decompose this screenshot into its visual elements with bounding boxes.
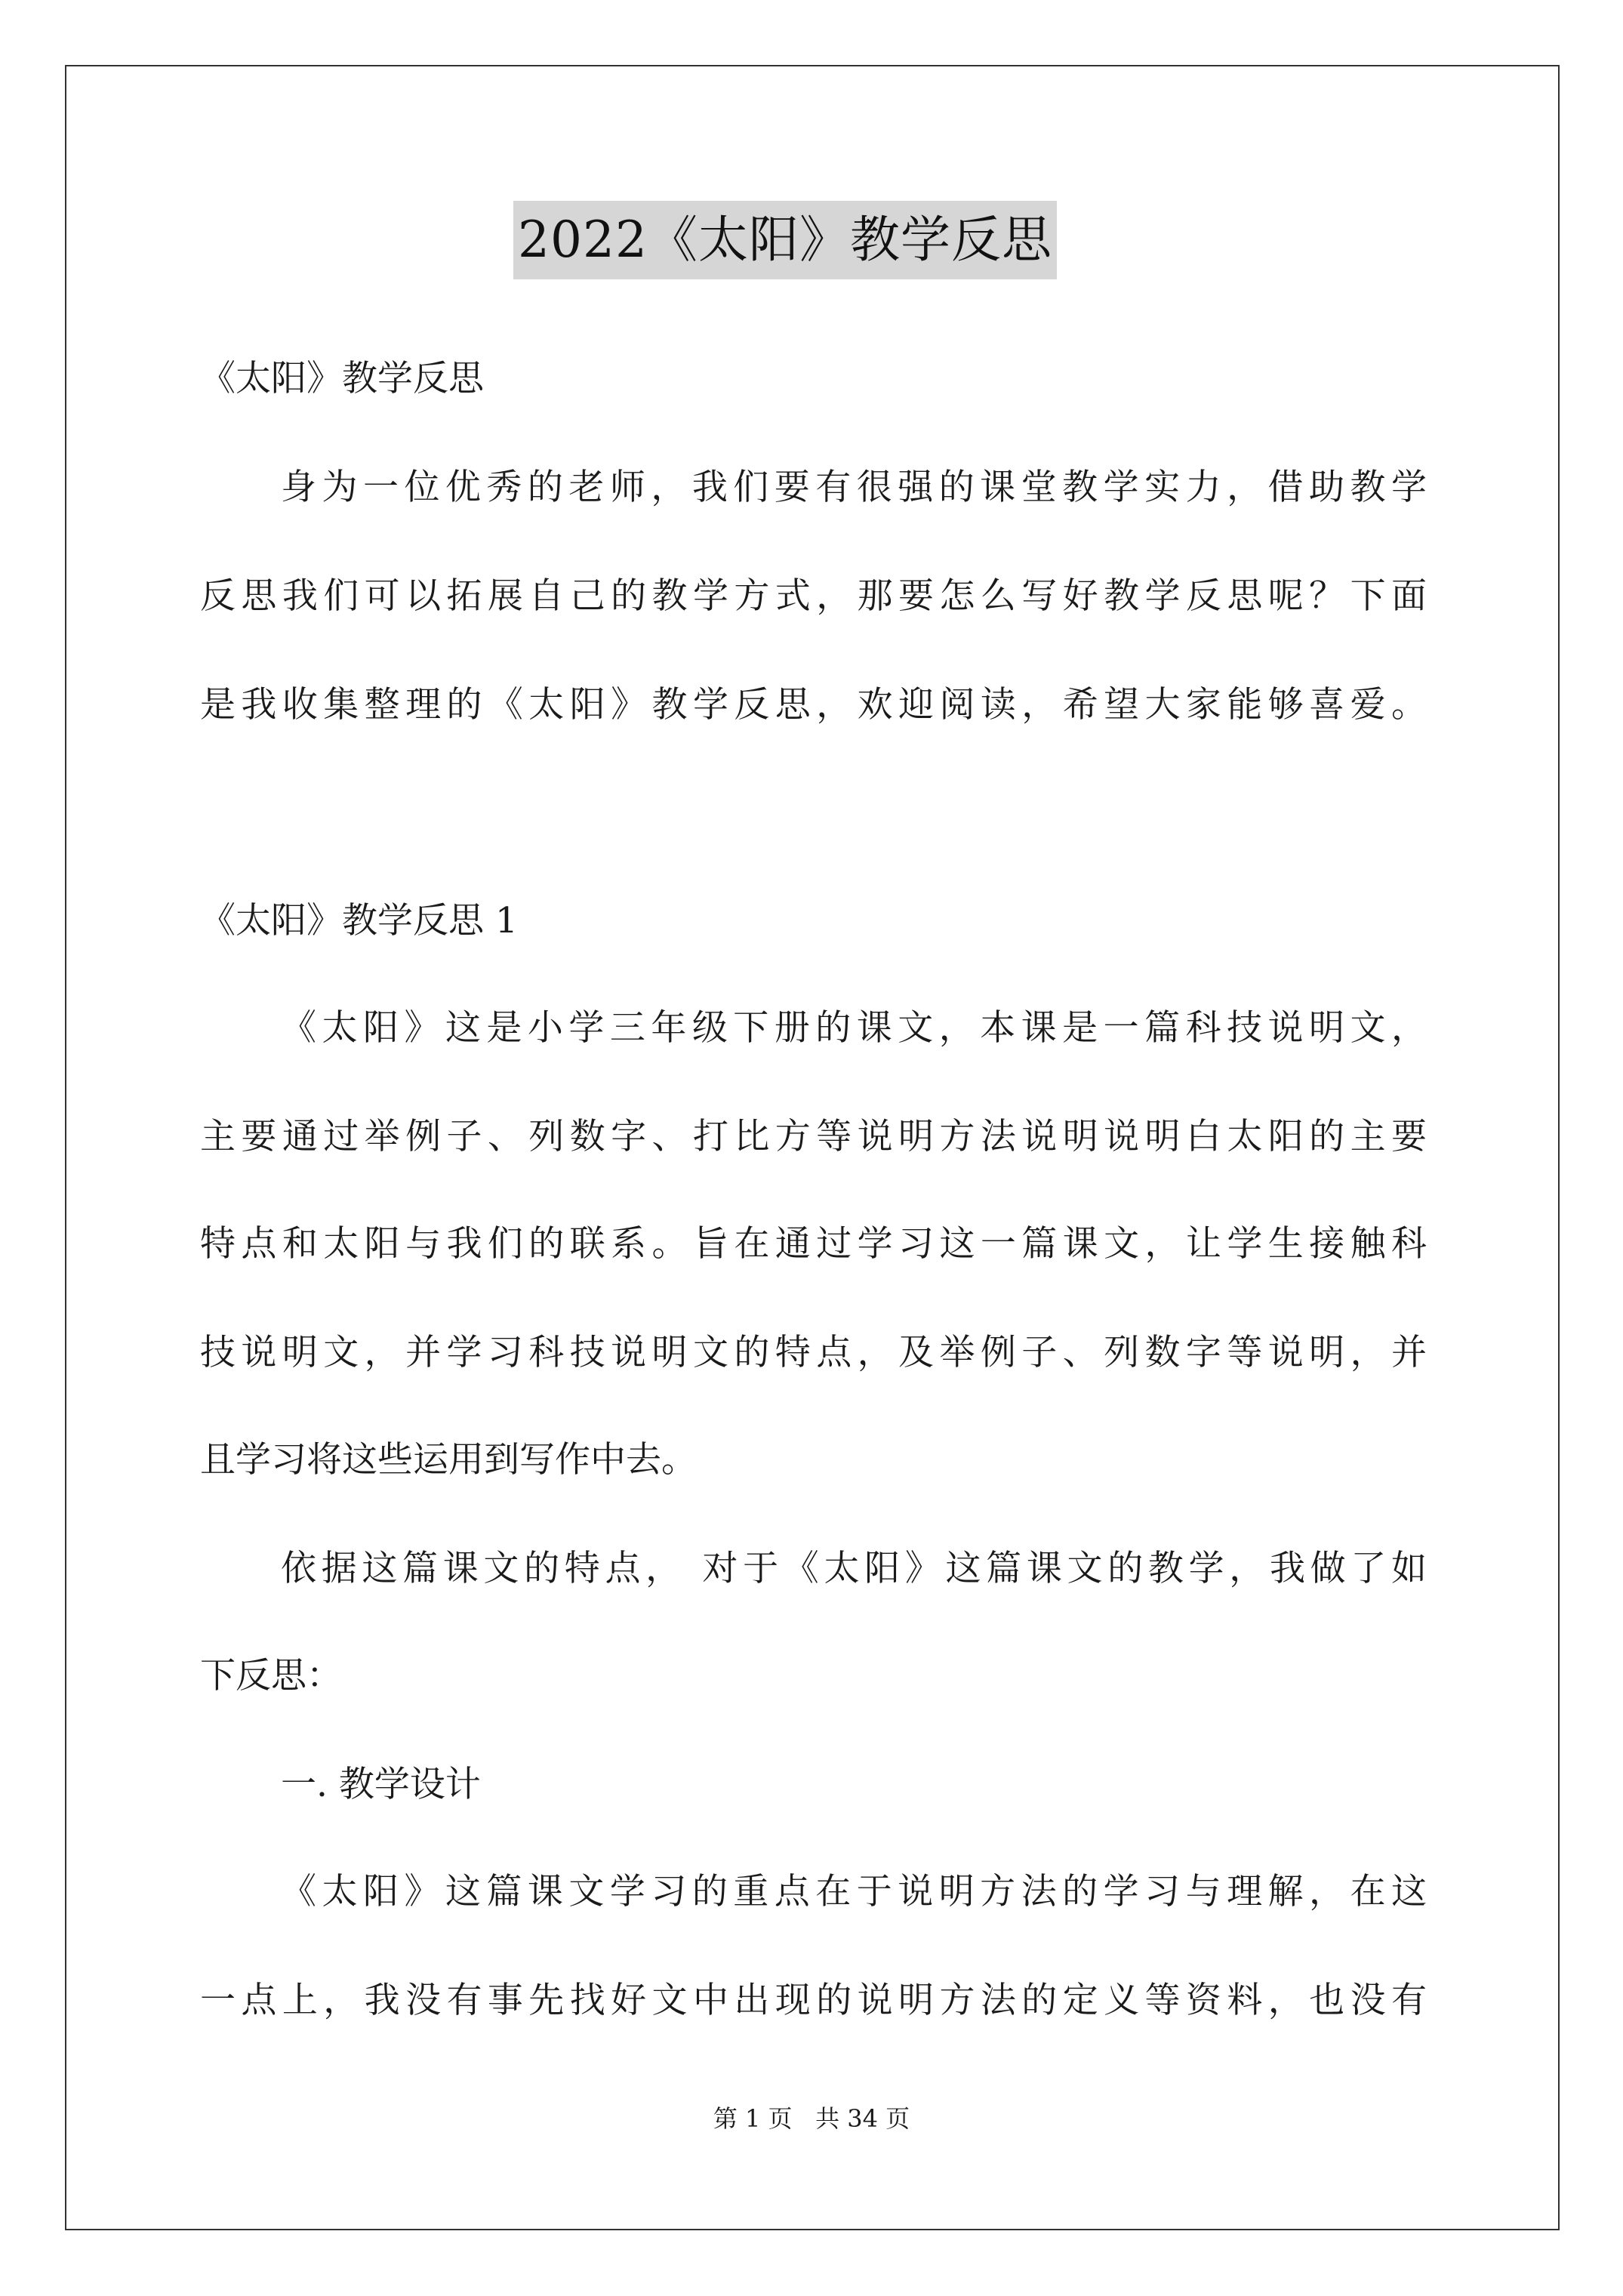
paragraph-line: 下反思： [200,1655,342,1697]
section-heading: 《太阳》教学反思 [200,358,484,399]
paragraph-line: 技说明文，并学习科技说明文的特点，及举例子、列数字等说明，并 [200,1332,1427,1373]
page-footer: 第 1 页 共 34 页 [713,2104,910,2133]
paragraph-line: 《太阳》这是小学三年级下册的课文，本课是一篇科技说明文， [281,1007,1427,1049]
document-title: 2022《太阳》教学反思 [513,201,1057,279]
paragraph-line: 特点和太阳与我们的联系。旨在通过学习这一篇课文，让学生接触科 [200,1223,1427,1265]
paragraph-line: 依据这篇课文的特点， 对于《太阳》这篇课文的教学，我做了如 [281,1548,1427,1589]
paragraph-line: 主要通过举例子、列数字、打比方等说明方法说明说明白太阳的主要 [200,1116,1427,1157]
paragraph-line: 《太阳》这篇课文学习的重点在于说明方法的学习与理解，在这 [281,1871,1427,1912]
paragraph-line: 是我收集整理的《太阳》教学反思，欢迎阅读，希望大家能够喜爱。 [200,684,1427,726]
paragraph-line: 反思我们可以拓展自己的教学方式，那要怎么写好教学反思呢？下面 [200,575,1427,617]
paragraph-line: 一点上，我没有事先找好文中出现的说明方法的定义等资料，也没有 [200,1980,1427,2021]
subsection-heading: 一. 教学设计 [281,1764,481,1805]
paragraph-line: 身为一位优秀的老师，我们要有很强的课堂教学实力，借助教学 [281,467,1427,508]
section-heading: 《太阳》教学反思 1 [200,900,518,942]
paragraph-line: 且学习将这些运用到写作中去。 [200,1439,697,1481]
